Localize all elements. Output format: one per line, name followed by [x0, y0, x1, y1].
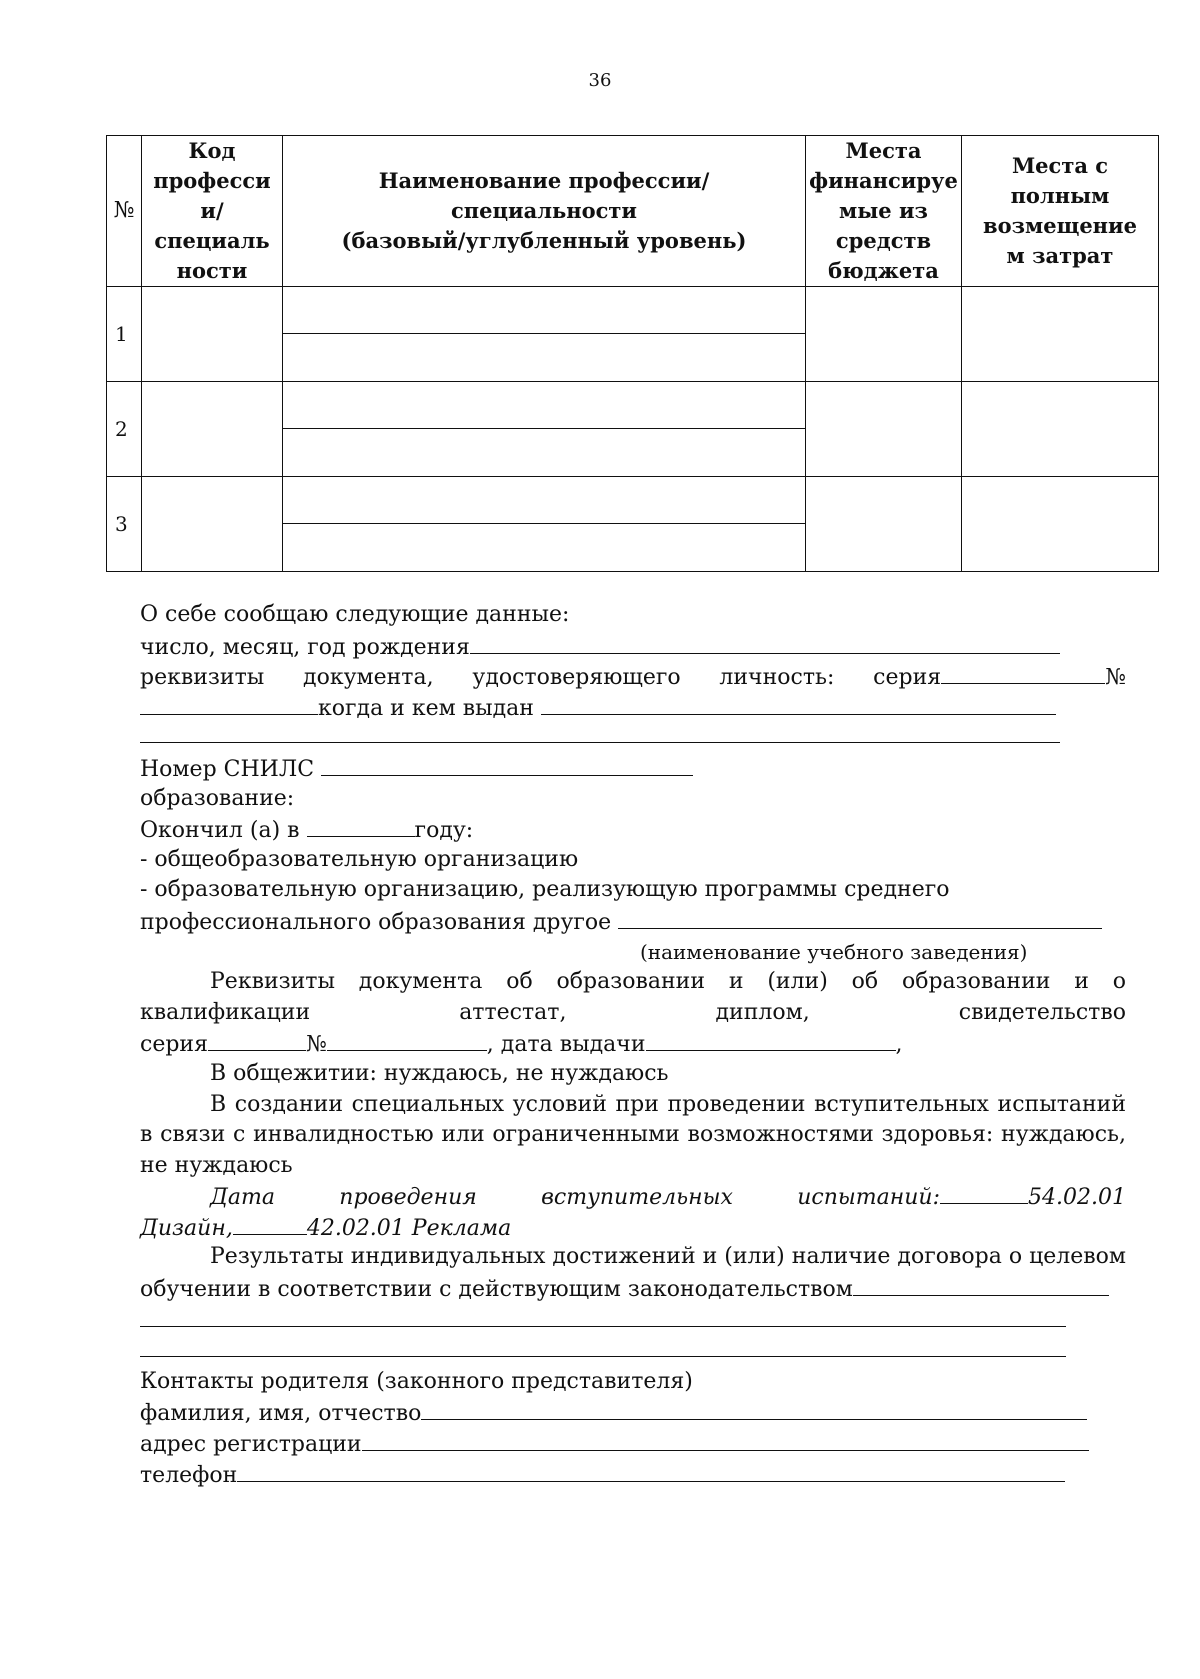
row-number: 3: [107, 477, 142, 572]
achievements-continuation-2: [140, 1336, 1126, 1367]
parent-phone-line: [140, 1459, 1126, 1490]
id-issued-line: [140, 692, 1126, 723]
exam-spec1-code: 54.02.01: [1028, 1185, 1126, 1211]
issued-by-field[interactable]: [541, 692, 1056, 715]
snils-line: [140, 753, 1126, 784]
exam-word: проведения: [339, 1185, 477, 1211]
exam-date-field-2[interactable]: [233, 1212, 307, 1235]
code-cell[interactable]: [142, 382, 283, 477]
spo-org-option: - образовательную организацию, реализующую программы среднего: [140, 877, 950, 903]
parent-address-field[interactable]: [362, 1428, 1089, 1451]
header-number: №: [107, 136, 142, 287]
edu-doc-word: диплом,: [715, 999, 810, 1025]
graduated-label: Окончил (а) в: [140, 818, 300, 844]
exam-spec1-name: Дизайн,: [140, 1215, 233, 1241]
code-cell[interactable]: [142, 287, 283, 382]
edu-series-field[interactable]: [208, 1028, 306, 1051]
edu-number-field[interactable]: [327, 1028, 487, 1051]
spo-other-line: [140, 906, 1126, 937]
exam-date-line-2: [140, 1212, 1126, 1243]
achievements-field-continued[interactable]: [140, 1306, 1066, 1327]
page-number: 36: [588, 70, 612, 91]
parent-address-line: [140, 1428, 1126, 1459]
number-label: №: [1105, 665, 1126, 691]
edu-document-types: [140, 998, 1126, 1029]
achievements-field-continued[interactable]: [140, 1336, 1066, 1357]
applicant-form: [140, 600, 1126, 1489]
table-row: [107, 287, 1159, 382]
edu-document-details: [140, 1028, 1126, 1059]
issue-date-field[interactable]: [646, 1028, 896, 1051]
specialty-cell[interactable]: [283, 477, 806, 572]
id-doc-word: удостоверяющего: [472, 665, 681, 691]
issued-by-field-continued[interactable]: [140, 722, 1060, 743]
budget-cell[interactable]: [806, 477, 962, 572]
header-code: Код професси и/ специаль ности: [142, 136, 283, 287]
exam-word: вступительных: [541, 1185, 733, 1211]
table-header-row: [107, 136, 1159, 287]
budget-cell[interactable]: [806, 382, 962, 477]
parent-name-field[interactable]: [421, 1397, 1087, 1420]
id-series-field[interactable]: [941, 661, 1105, 684]
intro-text: О себе сообщаю следующие данные:: [140, 602, 570, 627]
header-paid-places: Места с полным возмещение м затрат: [962, 136, 1159, 287]
birth-date-label: число, месяц, год рождения: [140, 634, 470, 660]
table-row: [107, 477, 1159, 572]
achievements-label: Результаты индивидуальных достижений и (или) наличие договора о целевом обучении в соответствии с действующим законодательством: [140, 1244, 1126, 1303]
id-doc-word: реквизиты: [140, 665, 265, 691]
education-heading: образование:: [140, 785, 295, 811]
budget-cell[interactable]: [806, 287, 962, 382]
parent-contacts-heading: Контакты родителя (законного представителя): [140, 1368, 693, 1394]
specialty-cell[interactable]: [283, 382, 806, 477]
edu-doc-word: свидетельство: [958, 999, 1126, 1025]
parent-name-line: [140, 1397, 1126, 1428]
series-label: серия: [873, 665, 942, 691]
code-cell[interactable]: [142, 477, 283, 572]
paid-cell[interactable]: [962, 382, 1159, 477]
graduated-suffix: году:: [414, 818, 474, 844]
specialty-cell[interactable]: [283, 287, 806, 382]
header-specialty-name: Наименование профессии/ специальности (базовый/углубленный уровень): [283, 136, 806, 287]
parent-address-label: адрес регистрации: [140, 1432, 362, 1458]
parent-name-label: фамилия, имя, отчество: [140, 1401, 422, 1427]
parent-phone-label: телефон: [140, 1462, 238, 1488]
snils-field[interactable]: [321, 753, 693, 776]
edu-doc-word: аттестат,: [459, 999, 567, 1025]
spo-other-label: профессионального образования другое: [140, 909, 612, 935]
snils-label: Номер СНИЛС: [140, 756, 315, 782]
id-doc-word: личность:: [719, 665, 835, 691]
achievements-text: [140, 1242, 1126, 1305]
edu-document-line: Реквизиты документа об образовании и (или) об образовании и о: [210, 969, 1126, 995]
general-org-option: - общеобразовательную организацию: [140, 846, 579, 872]
applications-table: [106, 135, 1159, 572]
institution-field[interactable]: [618, 906, 1102, 929]
issue-date-label: , дата выдачи: [486, 1032, 646, 1058]
header-budget-places: Места финансируе мые из средств бюджета: [806, 136, 962, 287]
institution-caption: (наименование учебного заведения): [640, 939, 1028, 964]
issued-by-continuation: [140, 722, 1126, 753]
exam-spec2: 42.02.01 Реклама: [306, 1215, 512, 1241]
exam-date-field-1[interactable]: [940, 1181, 1028, 1204]
exam-word: Дата: [210, 1185, 275, 1211]
graduation-year-field[interactable]: [307, 814, 415, 837]
edu-doc-word: квалификации: [140, 999, 311, 1025]
issued-label: когда и кем выдан: [318, 695, 534, 721]
paid-cell[interactable]: [962, 477, 1159, 572]
comma: ,: [895, 1032, 903, 1058]
row-number: 1: [107, 287, 142, 382]
id-doc-word: документа,: [303, 665, 434, 691]
paid-cell[interactable]: [962, 287, 1159, 382]
parent-phone-field[interactable]: [237, 1459, 1065, 1482]
birth-date-field[interactable]: [470, 631, 1060, 654]
dormitory-line: В общежитии: нуждаюсь, не нуждаюсь: [210, 1060, 669, 1086]
birth-date-line: [140, 631, 1126, 662]
id-document-line: [140, 661, 1126, 692]
series2-label: серия: [140, 1032, 208, 1058]
graduated-line: [140, 814, 1126, 845]
exam-word: испытаний:: [797, 1185, 941, 1211]
special-conditions-text: В создании специальных условий при проведении вступительных испытаний в связи с инвалидностью или ограниченными возможностями здоровья: нуждаюсь, не нуждаюсь: [140, 1091, 1126, 1178]
number2-label: №: [305, 1032, 327, 1058]
row-number: 2: [107, 382, 142, 477]
exam-date-line: [140, 1181, 1126, 1212]
id-number-field[interactable]: [140, 692, 318, 715]
achievements-continuation-1: [140, 1306, 1126, 1337]
table-row: [107, 382, 1159, 477]
achievements-field[interactable]: [853, 1273, 1109, 1296]
